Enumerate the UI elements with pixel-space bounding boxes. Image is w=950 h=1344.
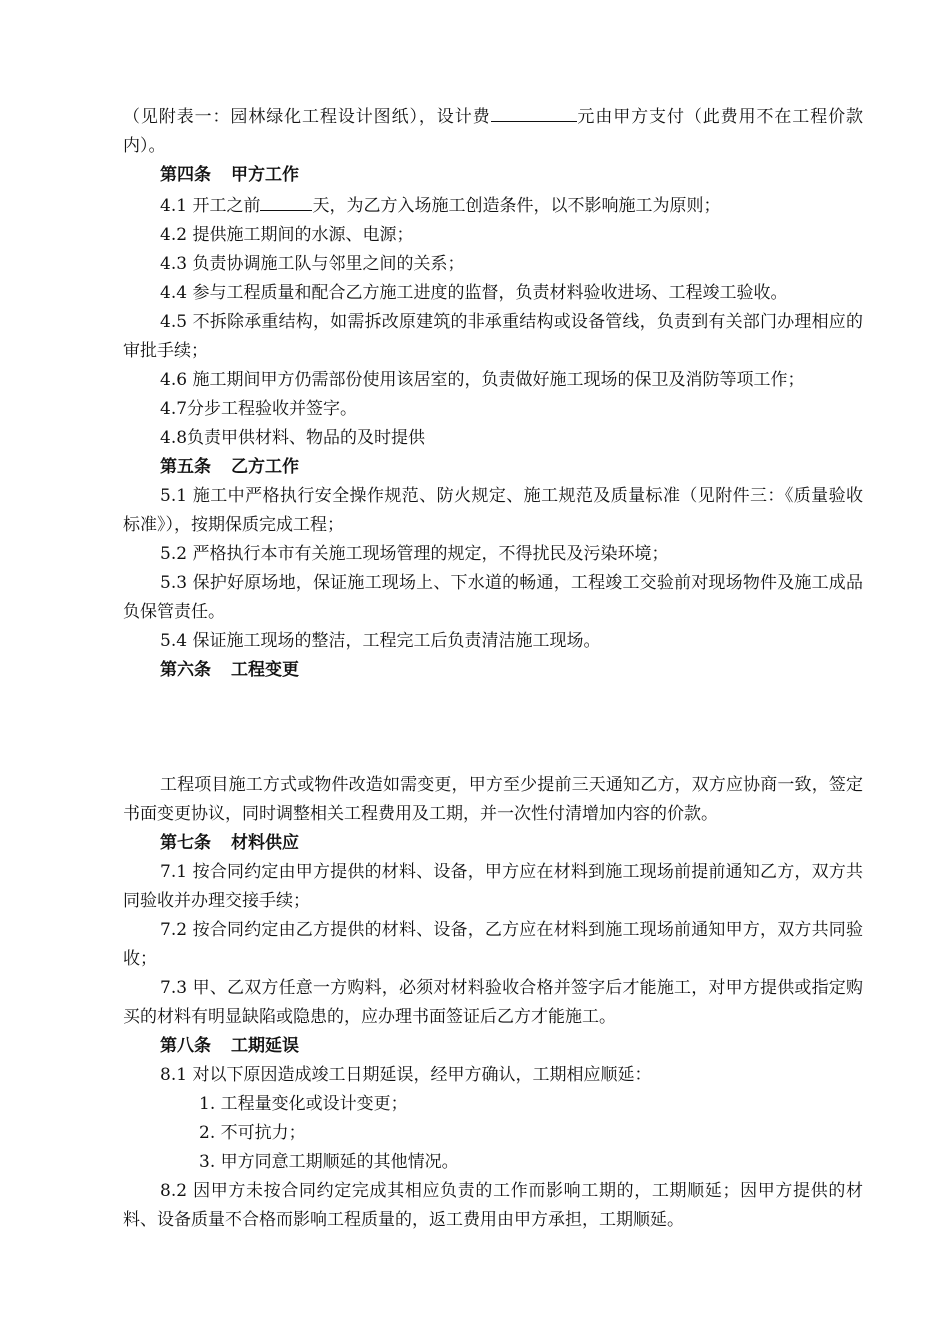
article-5-heading: 第五条 乙方工作 bbox=[160, 457, 299, 477]
article-8-item-1: 8.1 对以下原因造成竣工日期延误，经甲方确认，工期相应顺延： bbox=[160, 1065, 652, 1085]
article-4-item-8: 4.8负责甲供材料、物品的及时提供 bbox=[160, 428, 426, 448]
intro-paragraph: （见附表一：园林绿化工程设计图纸），设计费 元由甲方支付（此费用不在工程价款内）。 bbox=[123, 101, 863, 161]
article-5-item-4: 5.4 保证施工现场的整洁，工程完工后负责清洁施工现场。 bbox=[160, 631, 601, 651]
page-gap bbox=[123, 685, 863, 771]
article-8-item-2: 8.2 因甲方未按合同约定完成其相应负责的工作而影响工期的，工期顺延；因甲方提供的材料、设备质量不合格而影响工程质量的，返工费用由甲方承担，工期顺延。 bbox=[123, 1181, 863, 1230]
article-5-item-3: 5.3 保护好原场地，保证施工现场上、下水道的畅通，工程竣工交验前对现场物件及施工成品负保管责任。 bbox=[123, 573, 863, 622]
article-6-body: 工程项目施工方式或物件改造如需变更，甲方至少提前三天通知乙方，双方应协商一致，签定书面变更协议，同时调整相关工程费用及工期，并一次性付清增加内容的价款。 bbox=[123, 775, 863, 824]
article-4-item-1: 4.1 开工之前 天，为乙方入场施工创造条件，以不影响施工为原则； bbox=[123, 190, 863, 221]
article-8-sub-3: 3. 甲方同意工期顺延的其他情况。 bbox=[199, 1152, 459, 1172]
article-4-item-5: 4.5 不拆除承重结构，如需拆改原建筑的非承重结构或设备管线，负责到有关部门办理相应的审批手续； bbox=[123, 312, 863, 361]
article-5-item-2: 5.2 严格执行本市有关施工现场管理的规定，不得扰民及污染环境； bbox=[160, 544, 669, 564]
article-4-item-4: 4.4 参与工程质量和配合乙方施工进度的监督，负责材料验收进场、工程竣工验收。 bbox=[160, 283, 788, 303]
article-4-item-3: 4.3 负责协调施工队与邻里之间的关系； bbox=[160, 254, 465, 274]
article-7-item-1: 7.1 按合同约定由甲方提供的材料、设备，甲方应在材料到施工现场前提前通知乙方，双方共同验收并办理交接手续； bbox=[123, 862, 863, 911]
article-4-heading: 第四条 甲方工作 bbox=[160, 165, 299, 185]
days-blank[interactable] bbox=[260, 190, 312, 211]
article-6-heading: 第六条 工程变更 bbox=[160, 660, 299, 680]
design-fee-blank[interactable] bbox=[491, 101, 577, 122]
article-4-item-2: 4.2 提供施工期间的水源、电源； bbox=[160, 225, 414, 245]
article-4-item-7: 4.7分步工程验收并签字。 bbox=[160, 399, 358, 419]
article-8-sub-2: 2. 不可抗力； bbox=[199, 1123, 306, 1143]
contract-page bbox=[123, 101, 863, 1235]
article-7-item-3: 7.3 甲、乙双方任意一方购料，必须对材料验收合格并签字后才能施工，对甲方提供或指定购买的材料有明显缺陷或隐患的，应办理书面签证后乙方才能施工。 bbox=[123, 978, 863, 1027]
article-7-item-2: 7.2 按合同约定由乙方提供的材料、设备，乙方应在材料到施工现场前通知甲方，双方共同验收； bbox=[123, 920, 863, 969]
article-8-sub-1: 1. 工程量变化或设计变更； bbox=[199, 1094, 408, 1114]
article-5-item-1: 5.1 施工中严格执行安全操作规范、防火规定、施工规范及质量标准（见附件三：《质量验收标准》），按期保质完成工程； bbox=[123, 486, 863, 535]
article-8-heading: 第八条 工期延误 bbox=[160, 1036, 299, 1056]
article-7-heading: 第七条 材料供应 bbox=[160, 833, 299, 853]
article-4-item-6: 4.6 施工期间甲方仍需部份使用该居室的，负责做好施工现场的保卫及消防等项工作； bbox=[160, 370, 805, 390]
